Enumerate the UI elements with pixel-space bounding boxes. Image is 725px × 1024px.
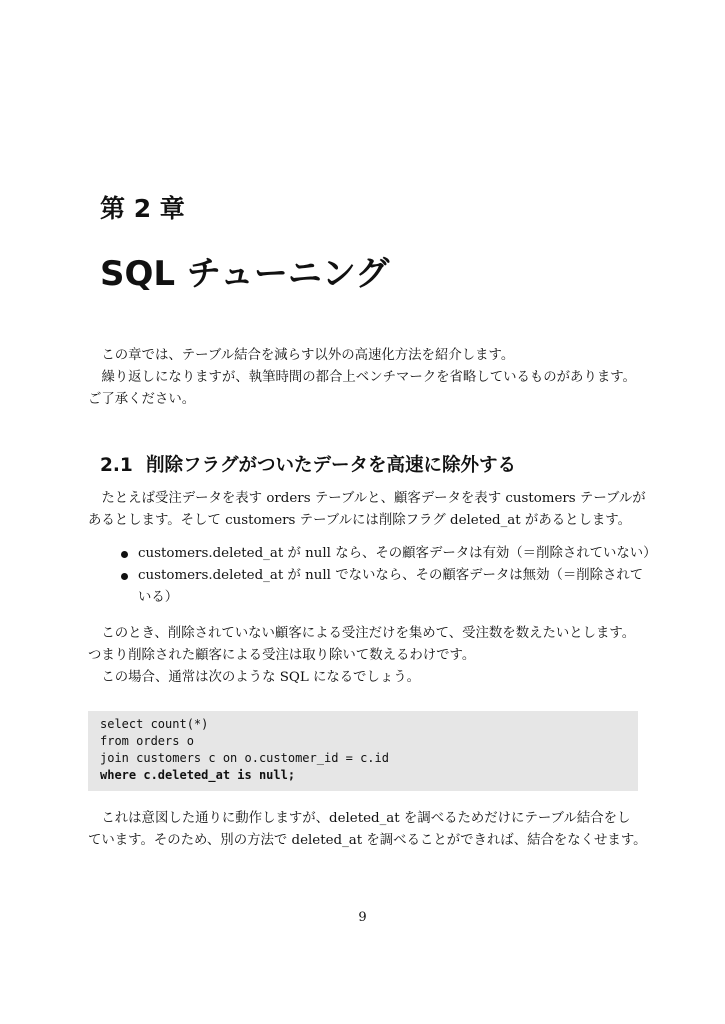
page-number: 9	[358, 910, 367, 925]
section-heading	[100, 452, 516, 480]
paragraph-line: これは意図した通りに動作しますが、deleted_at を調べるためだけにテーブル結合をし	[101, 811, 631, 826]
intro-line: ご了承ください。	[88, 392, 196, 407]
paragraph-line: ています。そのため、別の方法で deleted_at を調べることができれば、結合をなくせます。	[88, 833, 647, 848]
code-line: where c.deleted_at is null;	[100, 768, 296, 782]
paragraph-line: この場合、通常は次のような SQL になるでしょう。	[101, 670, 421, 685]
list-item	[112, 543, 657, 565]
list-item-text: customers.deleted_at が null でないなら、その顧客データは無効（＝削除されて	[138, 568, 644, 583]
paragraph-line: たとえば受注データを表す orders テーブルと、顧客データを表す customers テーブルが	[101, 491, 646, 506]
chapter-title: SQL チューニング	[100, 254, 390, 294]
paragraph-line: このとき、削除されていない顧客による受注だけを集めて、受注数を数えたいとします。	[101, 626, 636, 641]
code-line: select count(*)	[100, 717, 209, 731]
bullet-icon	[121, 551, 128, 558]
chapter-label: 第 2 章	[100, 194, 185, 223]
section-title: 削除フラグがついたデータを高速に除外する	[146, 455, 517, 476]
list-item-text: customers.deleted_at が null なら、その顧客データは有効（＝削除されていない）	[138, 546, 657, 561]
list-item	[112, 565, 642, 609]
code-line: join customers c on o.customer_id = c.id	[100, 751, 389, 765]
paragraph-line: あるとします。そして customers テーブルには削除フラグ deleted_at があるとします。	[88, 513, 631, 528]
bullet-list	[112, 543, 657, 609]
intro-line: 繰り返しになりますが、執筆時間の都合上ベンチマークを省略しているものがあります。	[101, 370, 636, 385]
paragraph-orders-customers	[88, 488, 646, 532]
list-item-text: いる）	[138, 590, 179, 605]
paragraph-join-explanation	[88, 808, 647, 852]
intro-line: この章では、テーブル結合を減らす以外の高速化方法を紹介します。	[101, 348, 515, 363]
sql-code-block	[88, 711, 638, 791]
code-line: from orders o	[100, 734, 194, 748]
section-number: 2.1	[100, 455, 133, 476]
intro-paragraph	[88, 345, 640, 411]
paragraph-count-orders	[88, 623, 640, 689]
paragraph-line: つまり削除された顧客による受注は取り除いて数えるわけです。	[88, 648, 476, 663]
bullet-icon	[121, 573, 128, 580]
